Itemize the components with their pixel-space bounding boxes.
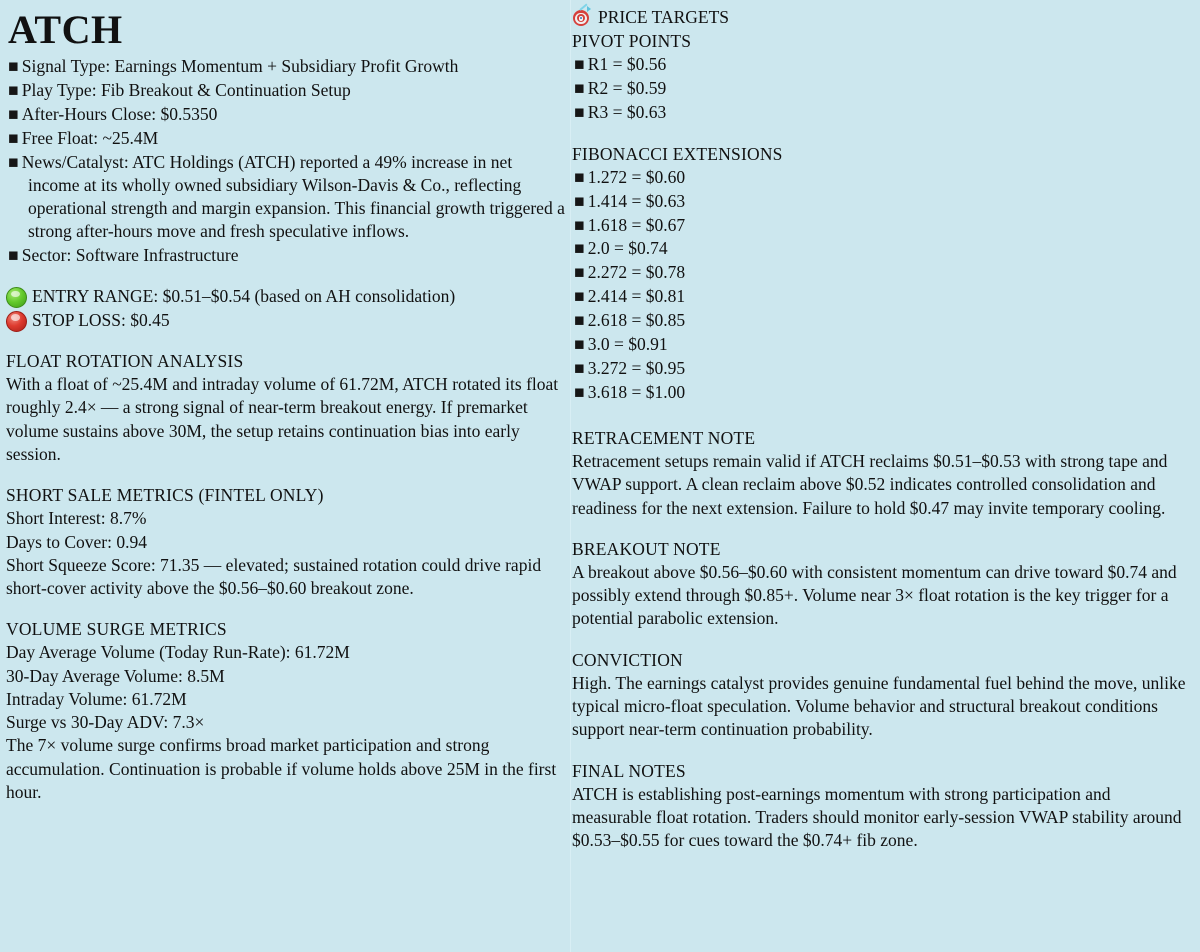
list-item-label: 2.0 = $0.74 <box>587 238 668 259</box>
square-bullet-icon: ◼ <box>8 129 22 145</box>
square-bullet-icon: ◼ <box>574 336 588 352</box>
price-targets-label: PRICE TARGETS <box>598 7 730 27</box>
retracement-note-section <box>572 427 1194 520</box>
section-heading: BREAKOUT NOTE <box>572 538 721 559</box>
list-item-label: 2.272 = $0.78 <box>587 262 686 283</box>
square-bullet-icon: ◼ <box>574 312 588 328</box>
list-item <box>572 53 1194 76</box>
section-body: ATCH is establishing post-earnings momentum with strong participation and measurable float rotation. Traders should monitor early-session VWAP stability around $0.53–$0.55 for cues toward the $0.74+ fib zone. <box>572 783 1182 851</box>
spacer <box>6 600 566 618</box>
breakout-note-section <box>572 538 1194 631</box>
section-heading: SHORT SALE METRICS (FINTEL ONLY) <box>6 485 324 506</box>
list-item-label: Play Type: Fib Breakout & Continuation Setup <box>21 80 351 101</box>
right-column <box>570 0 1200 852</box>
square-bullet-icon: ◼ <box>8 58 22 74</box>
section-body: Short Squeeze Score: 71.35 — elevated; sustained rotation could drive rapid short-cover activity above the $0.56–$0.60 breakout zone. <box>6 554 542 599</box>
list-item <box>572 381 1194 404</box>
pivot-points-list <box>572 53 1194 124</box>
list-item <box>572 77 1194 100</box>
section-heading: CONVICTION <box>572 649 683 670</box>
list-item-label: R1 = $0.56 <box>587 53 667 74</box>
square-bullet-icon: ◼ <box>574 168 588 184</box>
square-bullet-icon: ◼ <box>574 79 588 95</box>
list-item-label: Free Float: ~25.4M <box>21 127 159 148</box>
square-bullet-icon: ◼ <box>574 264 588 280</box>
left-column <box>0 0 570 804</box>
spacer <box>572 742 1194 760</box>
section-heading: FINAL NOTES <box>572 760 686 781</box>
float-rotation-section <box>6 350 566 466</box>
dartboard-target-icon <box>572 7 592 27</box>
list-item-label: 3.0 = $0.91 <box>587 334 668 355</box>
list-item <box>572 190 1194 213</box>
list-item <box>572 166 1194 189</box>
section-heading: RETRACEMENT NOTE <box>572 427 756 448</box>
list-item <box>572 285 1194 308</box>
green-circle-icon <box>6 287 27 308</box>
list-item <box>6 244 566 267</box>
square-bullet-icon: ◼ <box>8 82 22 98</box>
list-item-label: 3.618 = $1.00 <box>587 382 686 402</box>
section-body: With a float of ~25.4M and intraday volume of 61.72M, ATCH rotated its float roughly 2.4× — a strong signal of near-term breakout energy. If premarket volume sustains above 30M, the setup retains continuation bias into early session. <box>6 374 559 464</box>
section-body: A breakout above $0.56–$0.60 with consistent momentum can drive toward $0.74 and possibly extend through $0.85+. Volume near 3× float rotation is the key trigger for a potential parabolic extension. <box>572 561 1177 629</box>
list-item <box>6 151 566 243</box>
metric-row: Days to Cover: 0.94 <box>6 531 147 552</box>
metric-row: Short Interest: 8.7% <box>6 508 147 529</box>
section-body: The 7× volume surge confirms broad market participation and strong accumulation. Continuation is probable if volume holds above 25M in the first hour. <box>6 735 557 803</box>
section-body: High. The earnings catalyst provides genuine fundamental fuel behind the move, unlike typical micro-float speculation. Volume behavior and structural breakout conditions support near-term continuation probability. <box>572 672 1186 740</box>
list-item-label: News/Catalyst: ATC Holdings (ATCH) reported a 49% increase in net income at its wholly owned subsidiary Wilson-Davis & Co., reflecting operational strength and margin expansion. This financial growth triggered a strong after-hours move and fresh speculative inflows. <box>21 151 565 241</box>
pivot-points-heading: PIVOT POINTS <box>572 30 692 51</box>
list-item-label: Signal Type: Earnings Momentum + Subsidiary Profit Growth <box>21 56 459 77</box>
list-item <box>572 309 1194 332</box>
list-item-label: 2.618 = $0.85 <box>587 310 686 331</box>
list-item <box>572 261 1194 284</box>
list-item <box>6 127 566 150</box>
square-bullet-icon: ◼ <box>8 153 22 169</box>
list-item-label: After-Hours Close: $0.5350 <box>21 104 218 125</box>
metric-row: 30-Day Average Volume: 8.5M <box>6 665 225 686</box>
square-bullet-icon: ◼ <box>574 216 588 232</box>
list-item <box>572 101 1194 124</box>
spacer <box>572 405 1194 427</box>
page-title: ATCH <box>8 7 123 52</box>
list-item-label: 1.272 = $0.60 <box>587 166 686 187</box>
square-bullet-icon: ◼ <box>8 246 22 262</box>
square-bullet-icon: ◼ <box>574 192 588 208</box>
list-item-label: 1.414 = $0.63 <box>587 190 686 211</box>
square-bullet-icon: ◼ <box>8 106 22 122</box>
spacer <box>572 520 1194 538</box>
metric-row: Surge vs 30-Day ADV: 7.3× <box>6 712 205 733</box>
spacer <box>572 631 1194 649</box>
spacer <box>6 466 566 484</box>
stop-loss-row <box>6 309 566 332</box>
list-item <box>6 79 566 102</box>
red-circle-icon <box>6 311 27 332</box>
square-bullet-icon: ◼ <box>574 240 588 256</box>
square-bullet-icon: ◼ <box>574 360 588 376</box>
section-body: Retracement setups remain valid if ATCH reclaims $0.51–$0.53 with strong tape and VWAP support. A clean reclaim above $0.52 indicates controlled consolidation and readiness for the next extension. Failure to hold $0.47 may invite temporary cooling. <box>572 451 1168 518</box>
list-item-label: 1.618 = $0.67 <box>587 214 686 235</box>
entry-range-label: ENTRY RANGE: $0.51–$0.54 (based on AH consolidation) <box>32 286 456 307</box>
stop-loss-label: STOP LOSS: $0.45 <box>32 309 170 330</box>
square-bullet-icon: ◼ <box>574 384 588 399</box>
spacer <box>6 332 566 350</box>
spacer <box>6 267 566 285</box>
list-item-label: 3.272 = $0.95 <box>587 358 686 379</box>
fibonacci-heading: FIBONACCI EXTENSIONS <box>572 143 783 164</box>
list-item-label: Sector: Software Infrastructure <box>21 244 239 265</box>
list-item <box>572 333 1194 356</box>
conviction-section <box>572 649 1194 742</box>
square-bullet-icon: ◼ <box>574 288 588 304</box>
short-sale-section <box>6 484 566 600</box>
list-item <box>572 214 1194 237</box>
section-heading: FLOAT ROTATION ANALYSIS <box>6 351 244 372</box>
spacer <box>572 125 1194 143</box>
list-item-label: R3 = $0.63 <box>587 101 667 122</box>
list-item <box>6 103 566 126</box>
square-bullet-icon: ◼ <box>574 55 588 71</box>
final-notes-section <box>572 760 1194 853</box>
list-item-label: 2.414 = $0.81 <box>587 286 686 307</box>
fibonacci-extensions-list <box>572 166 1194 404</box>
metric-row: Day Average Volume (Today Run-Rate): 61.72M <box>6 642 350 663</box>
list-item-label: R2 = $0.59 <box>587 77 667 98</box>
entry-range-row <box>6 285 566 308</box>
volume-surge-section <box>6 618 566 804</box>
list-item <box>572 237 1194 260</box>
section-heading: VOLUME SURGE METRICS <box>6 619 227 640</box>
list-item <box>6 55 566 78</box>
price-targets-heading-row <box>572 6 1194 29</box>
signal-bullet-list <box>6 55 566 266</box>
list-item <box>572 357 1194 380</box>
metric-row: Intraday Volume: 61.72M <box>6 688 187 709</box>
square-bullet-icon: ◼ <box>574 103 588 119</box>
